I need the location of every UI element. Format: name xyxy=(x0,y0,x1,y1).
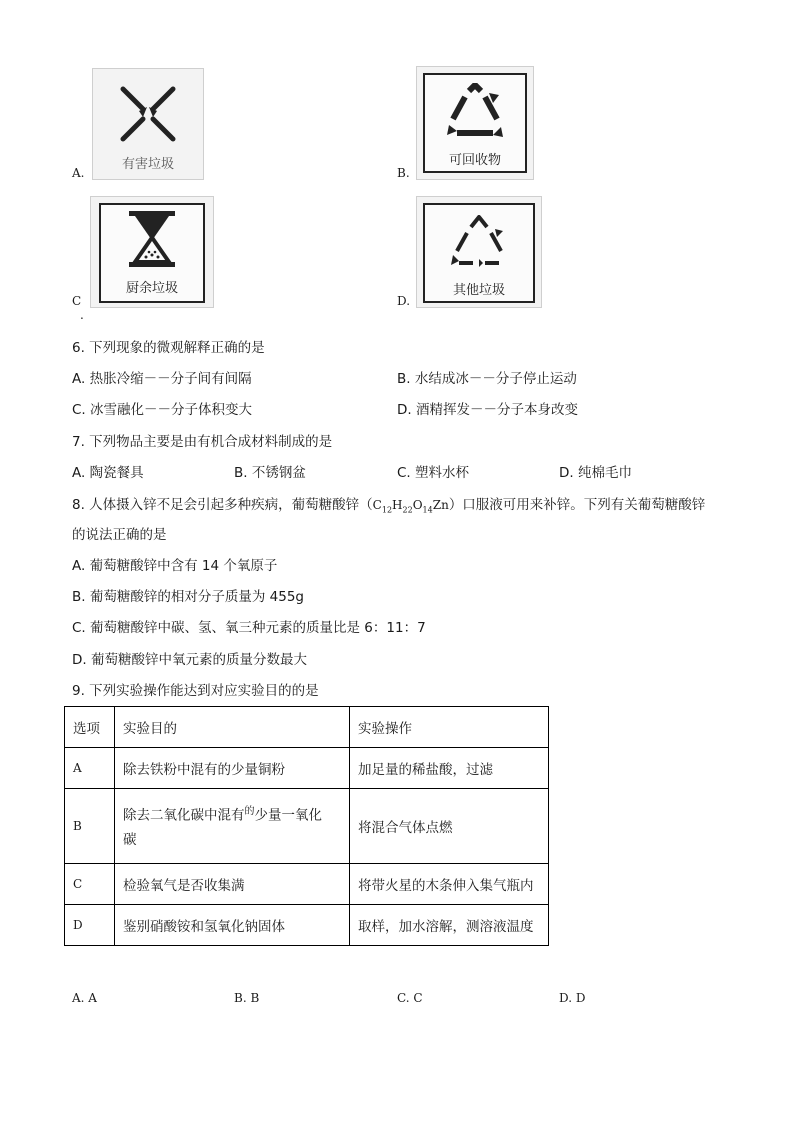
hazardous-waste-sign xyxy=(92,68,204,180)
header-option: 选项 xyxy=(65,707,115,748)
q7-option-a: A. 陶瓷餐具 xyxy=(72,465,144,481)
sign-label: 厨余垃圾 xyxy=(125,281,178,296)
q6-option-b: B. 水结成冰－－分子停止运动 xyxy=(397,371,577,387)
kitchen-waste-sign xyxy=(90,196,214,308)
row-goal: 除去铁粉中混有的少量铜粉 xyxy=(115,748,350,789)
option-d-letter: D. xyxy=(397,294,411,308)
option-b-letter: B. xyxy=(397,166,410,180)
q9-stem: 9. 下列实验操作能达到对应实验目的的是 xyxy=(72,683,319,699)
q8-stem xyxy=(72,495,705,520)
recyclable-sign xyxy=(416,66,534,180)
q8-stem-part1: 8. 人体摄入锌不足会引起多种疾病，葡萄糖酸锌（ xyxy=(72,497,373,513)
row-goal: 除去二氧化碳中混有$^的$少量一氧化 碳 xyxy=(115,789,350,864)
q7-option-b: B. 不锈钢盆 xyxy=(234,465,306,481)
recycle-split-icon xyxy=(449,215,509,271)
chemical-formula: $C_{12}H_{22}O_{14}Zn$ xyxy=(372,498,449,515)
option-c-dot: . xyxy=(80,308,84,322)
q7-option-d: D. 纯棉毛巾 xyxy=(559,465,632,481)
sign-label: 可回收物 xyxy=(448,153,501,168)
row-operation: 取样，加水溶解，测溶液温度 xyxy=(350,905,549,946)
table-header-row xyxy=(65,707,549,748)
table-row xyxy=(65,789,549,864)
q7-option-c: C. 塑料水杯 xyxy=(397,465,470,481)
other-waste-sign xyxy=(416,196,542,308)
q8-stem-line2: 的说法正确的是 xyxy=(72,527,167,543)
q9-answer-d: D. D xyxy=(559,991,586,1005)
q6-option-c: C. 冰雪融化－－分子体积变大 xyxy=(72,402,253,418)
table-row xyxy=(65,864,549,905)
row-option: A xyxy=(65,748,115,789)
row-goal: 检验氧气是否收集满 xyxy=(115,864,350,905)
sign-label: 其他垃圾 xyxy=(452,283,505,298)
q9-answer-b: B. B xyxy=(234,991,260,1005)
q8-stem-part2: ）口服液可用来补锌。下列有关葡萄糖酸锌 xyxy=(448,497,706,513)
table-row xyxy=(65,905,549,946)
table-row xyxy=(65,748,549,789)
row-operation: 将带火星的木条伸入集气瓶内 xyxy=(350,864,549,905)
header-operation: 实验操作 xyxy=(350,707,549,748)
q8-option-b: B. 葡萄糖酸锌的相对分子质量为 455g xyxy=(72,589,304,605)
recycle-icon xyxy=(445,83,505,139)
q6-option-a: A. 热胀冷缩－－分子间有间隔 xyxy=(72,371,252,387)
hourglass-icon xyxy=(129,211,175,267)
row-option: C xyxy=(65,864,115,905)
q8-option-a: A. 葡萄糖酸锌中含有 14 个氧原子 xyxy=(72,558,278,574)
experiment-table xyxy=(64,706,549,946)
q8-option-c: C. 葡萄糖酸锌中碳、氢、氧三种元素的质量比是 6：11：7 xyxy=(72,620,426,636)
row-operation: 加足量的稀盐酸，过滤 xyxy=(350,748,549,789)
q7-stem: 7. 下列物品主要是由有机合成材料制成的是 xyxy=(72,434,333,450)
row-option: B xyxy=(65,789,115,864)
row-operation: 将混合气体点燃 xyxy=(350,789,549,864)
q9-answer-c: C. C xyxy=(397,991,423,1005)
sign-label: 有害垃圾 xyxy=(121,157,174,172)
row-goal: 鉴别硝酸铵和氢氧化钠固体 xyxy=(115,905,350,946)
q8-option-d: D. 葡萄糖酸锌中氧元素的质量分数最大 xyxy=(72,652,307,668)
option-c-letter: C xyxy=(72,294,82,308)
q6-option-d: D. 酒精挥发－－分子本身改变 xyxy=(397,402,578,418)
option-a-letter: A. xyxy=(72,166,85,180)
row-option: D xyxy=(65,905,115,946)
header-goal: 实验目的 xyxy=(115,707,350,748)
hazard-cross-icon xyxy=(113,83,183,145)
q9-answer-a: A. A xyxy=(72,991,97,1005)
q6-stem: 6. 下列现象的微观解释正确的是 xyxy=(72,340,265,356)
